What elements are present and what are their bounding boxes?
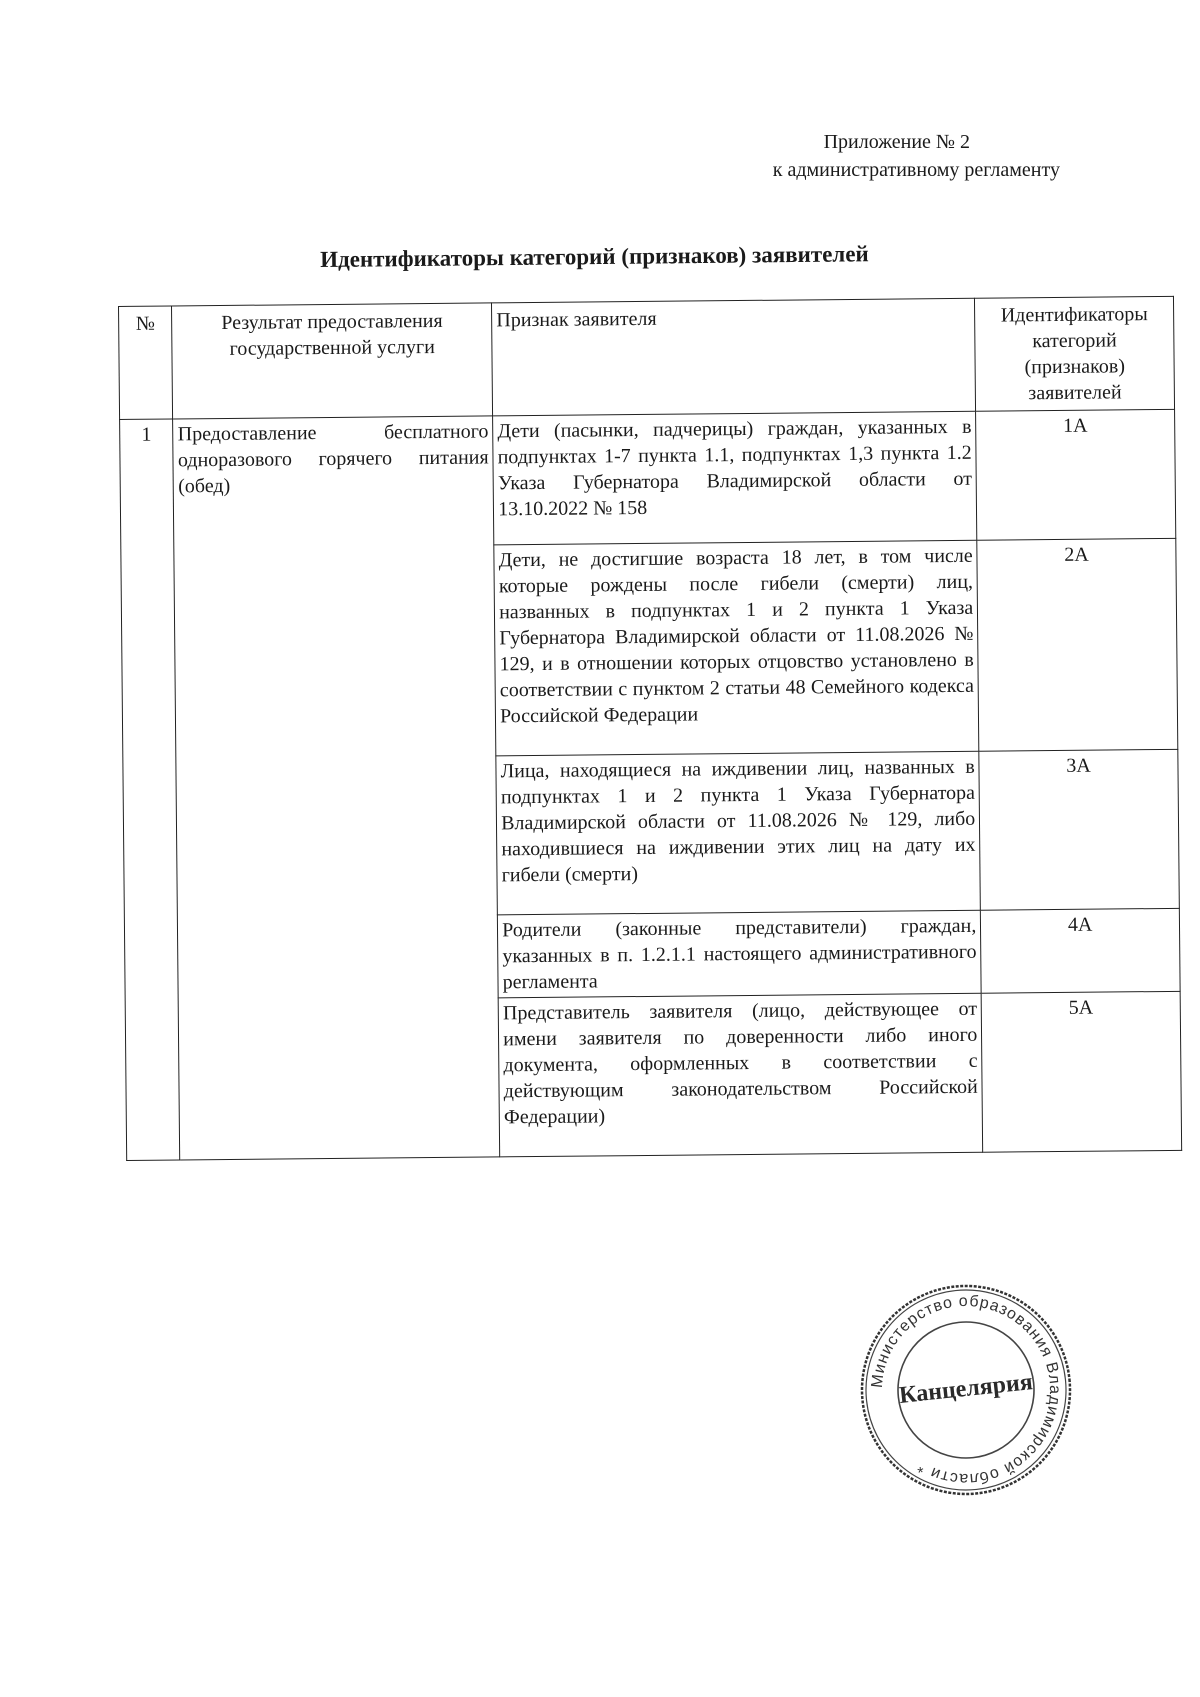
- applicant-sign-cell: Лица, находящиеся на иждивении лиц, названных в подпунктах 1 и 2 пункта 1 Указа Губернатора Владимирской области от 11.08.2026 № 129, либо находившиеся на иждивении этих лиц на дату их гибели (смерти): [496, 751, 981, 915]
- identifier-cell: 5А: [981, 991, 1181, 1152]
- row-number: 1: [120, 419, 181, 1160]
- appendix-reference: к административному регламенту: [772, 159, 1060, 181]
- identifier-cell: 2А: [977, 538, 1178, 751]
- header-number: №: [119, 306, 174, 420]
- table-header-row: [119, 296, 1175, 419]
- identifier-cell: 3А: [979, 749, 1179, 910]
- appendix-heading: [773, 128, 1060, 184]
- identifiers-table-container: [118, 296, 1182, 1161]
- table-row: [120, 409, 1176, 548]
- chancellery-stamp: [847, 1271, 1084, 1508]
- identifier-cell: 4А: [981, 908, 1181, 993]
- header-identifiers: Идентификаторы категорий (признаков) заявителей: [975, 296, 1175, 411]
- applicant-sign-cell: Дети, не достигшие возраста 18 лет, в том числе которые рождены после гибели (смерти) лиц, названных в подпунктах 1 и 2 пункта 1 Указа Губернатора Владимирской области от 11.08.2026 № 129, и в отношении которых отцовство установлено в соответствии с пунктом 2 статьи 48 Семейного кодекса Российской Федерации: [494, 540, 979, 756]
- header-result: Результат предоставления государственной услуги: [172, 303, 493, 419]
- identifier-cell: 1А: [976, 409, 1176, 540]
- stamp-center-text: Канцелярия: [897, 1369, 1034, 1409]
- stamp-ring-text: Министерство образования Владимирской области *: [868, 1292, 1064, 1488]
- row-result: Предоставление бесплатного одноразового горячего питания (обед): [173, 416, 500, 1160]
- applicant-sign-cell: Родители (законные представители) граждан, указанных в п. 1.2.1.1 настоящего административного регламента: [498, 910, 982, 998]
- identifiers-table: [118, 296, 1182, 1161]
- header-applicant-sign: Признак заявителя: [492, 298, 976, 416]
- applicant-sign-cell: Представитель заявителя (лицо, действующее от имени заявителя по доверенности либо иного документа, оформленных в соответствии с действующим законодательством Российской Федерации): [498, 993, 983, 1157]
- appendix-number: Приложение № 2: [823, 131, 970, 153]
- applicant-sign-cell: Дети (пасынки, падчерицы) граждан, указанных в подпунктах 1-7 пункта 1.1, подпунктах 1,3 пункта 1.2 Указа Губернатора Владимирской области от 13.10.2022 № 158: [493, 411, 977, 545]
- document-title: Идентификаторы категорий (признаков) заявителей: [320, 241, 869, 272]
